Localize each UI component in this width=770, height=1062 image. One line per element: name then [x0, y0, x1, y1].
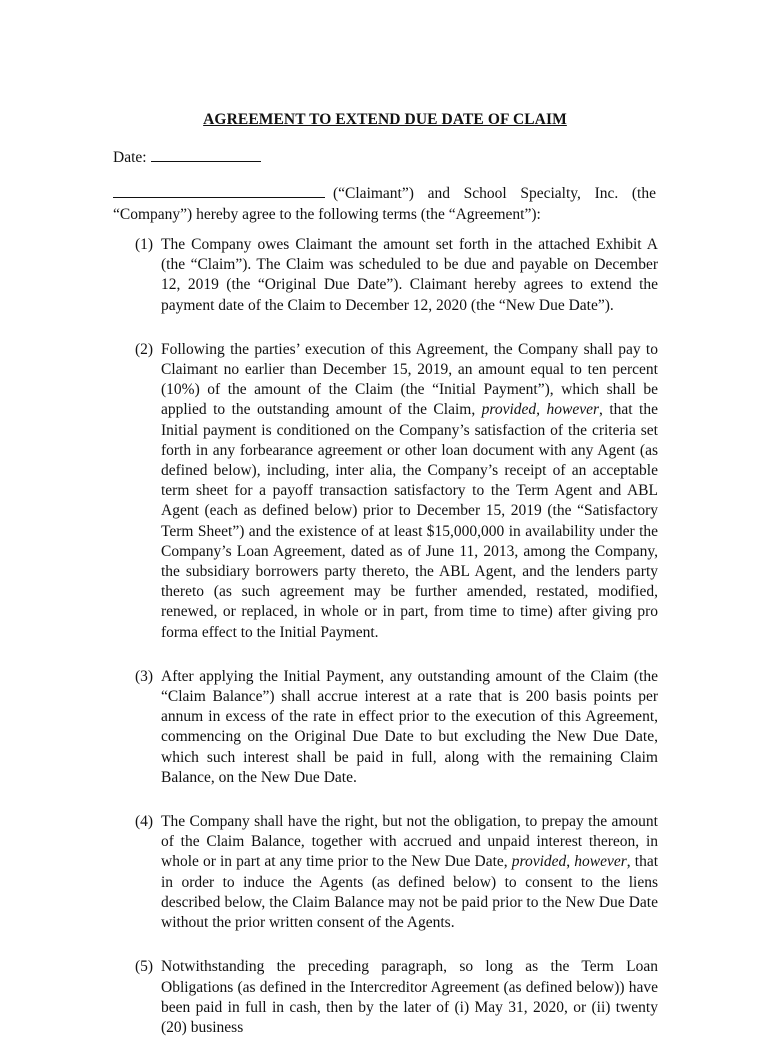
term-number: (5)	[135, 958, 154, 976]
term-item-1	[113, 235, 658, 316]
intro-text: (“Claimant”) and School Specialty, Inc. (the “Company”) hereby agree to the following terms (the “Agreement”):	[113, 185, 656, 223]
term-number: (3)	[135, 667, 154, 685]
term-emphasis: provided, however	[481, 401, 600, 419]
term-emphasis-2: however	[574, 853, 627, 871]
claimant-blank-field	[113, 183, 325, 198]
term-number: (1)	[135, 236, 154, 253]
term-text: Notwithstanding the preceding paragraph, so long as the Term Loan Obligations (as defined in the Intercreditor Agreement (as defined below)) have been paid in full in cash, then by the later of (i) May 31, 2020, or (ii) twenty (20) business	[161, 958, 658, 1036]
term-text-cont: , that in order to induce the Agents (as defined below) to consent to the liens described below, the Claim Balance may not be paid prior to the New Due Date without the prior written consent of the Agents.	[161, 853, 659, 932]
term-text: Following the parties’ execution of this Agreement, the Company shall pay to Claimant no earlier than December 15, 2019, an amount equal to ten percent (10%) of the amount of the Claim (the “Initial Payment”), which shall be applied to the outstanding amount of the Claim,	[161, 340, 658, 419]
term-number: (4)	[135, 813, 154, 831]
intro-paragraph	[113, 183, 656, 225]
term-item-5	[113, 957, 658, 1038]
terms-list	[113, 235, 658, 1062]
term-emphasis: provided	[511, 853, 567, 871]
term-item-2	[113, 340, 658, 643]
term-text: The Company owes Claimant the amount set forth in the attached Exhibit A (the “Claim”). The Claim was scheduled to be due and payable on December 12, 2019 (the “Original Due Date”). Claimant hereby agrees to extend the payment date of the Claim to December 12, 2020 (the “New Due Date”).	[161, 236, 658, 314]
date-label: Date:	[113, 149, 147, 166]
date-line	[113, 147, 261, 167]
term-item-3	[113, 667, 658, 788]
term-item-4	[113, 812, 658, 933]
term-text: The Company shall have the right, but not the obligation, to prepay the amount of the Claim Balance, together with accrued and unpaid interest thereon, in whole or in part at any time prior to the New Due Date,	[161, 813, 658, 871]
term-emphasis-sep: ,	[566, 853, 575, 871]
term-text-cont: , that the Initial payment is conditioned on the Company’s satisfaction of the criteria set forth in any forbearance agreement or other loan document with any Agent (as defined below), including, inter alia, the Company’s receipt of an acceptable term sheet for a payoff transaction satisfactory to the Term Agent and ABL Agent (each as defined below) prior to December 15, 2019 (the “Satisfactory Term Sheet”) and the existence of at least $15,000,000 in availability under the Company’s Loan Agreement, dated as of June 11, 2013, among the Company, the subsidiary borrowers party thereto, the ABL Agent, and the lenders party thereto (as such agreement may be further amended, restated, modified, renewed, or replaced, in whole or in part, from time to time) after giving pro forma effect to the Initial Payment.	[161, 401, 658, 641]
document-title: AGREEMENT TO EXTEND DUE DATE OF CLAIM	[203, 111, 567, 128]
term-number: (2)	[135, 340, 154, 358]
term-text: After applying the Initial Payment, any outstanding amount of the Claim (the “Claim Balance”) shall accrue interest at a rate that is 200 basis points per annum in excess of the rate in effect prior to the execution of this Agreement, commencing on the Original Due Date to but excluding the New Due Date, which such interest shall be paid in full, along with the remaining Claim Balance, on the New Due Date.	[161, 667, 658, 786]
date-blank-field	[151, 147, 261, 162]
